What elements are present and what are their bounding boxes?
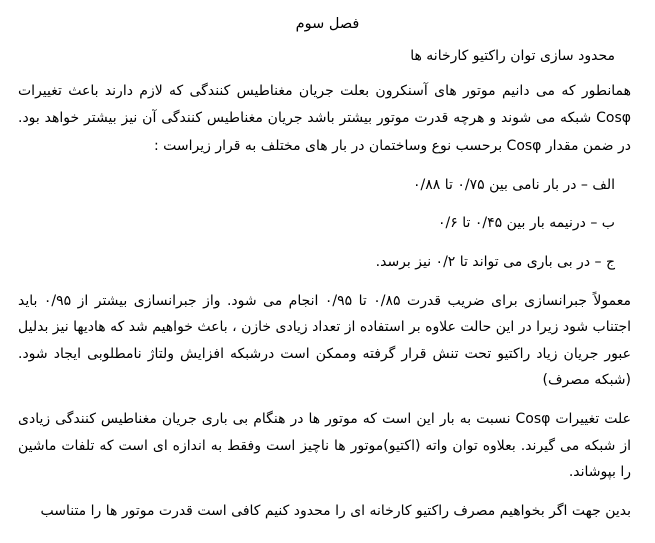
chapter-title: فصل سوم bbox=[295, 16, 360, 32]
paragraph-2: معمولاً جبرانسازی برای ضریب قدرت ۰/۸۵ تا ۰/۹۵ انجام می شود. واز جبرانسازی بیشتر از ۰/۹۵ باید اجتناب شود زیرا در این حالت علاوه بر استفاده از تعداد زیادی خازن ، باعث خواهیم شد که هادیها نیز بدلیل عبور جریان زیاد راکتیو تحت تنش قرار گرفته وممکن است درشبکه افزایش ولتاژ نامطلوبی ایجاد شود.(شبکه مصرف) bbox=[18, 292, 631, 389]
paragraph-1: همانطور که می دانیم موتور های آسنکرون بعلت جریان مغناطیس کنندگی که لازم دارند باعث تغییرات Cosφ شبکه می شوند و هرچه قدرت موتور بیشتر باشد جریان مغناطیس کنندگی آن نیز بیشتر خواهد بود. در ضمن مقدار Cosφ برحسب نوع وساختمان در بار های مختلف به قرار زیراست : bbox=[18, 83, 631, 154]
list-item-alef: الف – در بار نامی بین ۰/۷۵ تا ۰/۸۸ bbox=[413, 176, 615, 193]
paragraph-3: علت تغییرات Cosφ نسبت به بار این است که موتور ها در هنگام بی باری جریان مغناطیس کنندگی زیادی از شبکه می گیرند. بعلاوه توان واته (اکتیو)موتور ها ناچیز است وفقط به اندازه ای است که تلفات ماشین را بپوشاند. bbox=[18, 411, 632, 481]
section-heading: محدود سازی توان راکتیو کارخانه ها bbox=[410, 48, 615, 64]
list-item-jim: ج – در بی باری می تواند تا ۰/۲ نیز برسد. bbox=[375, 254, 615, 271]
list-item-be: ب – درنیمه بار بین ۰/۴۵ تا ۰/۶ bbox=[438, 215, 615, 232]
paragraph-4: بدین جهت اگر بخواهیم مصرف راکتیو کارخانه ای را محدود کنیم کافی است قدرت موتور ها را متناسب bbox=[40, 502, 631, 519]
